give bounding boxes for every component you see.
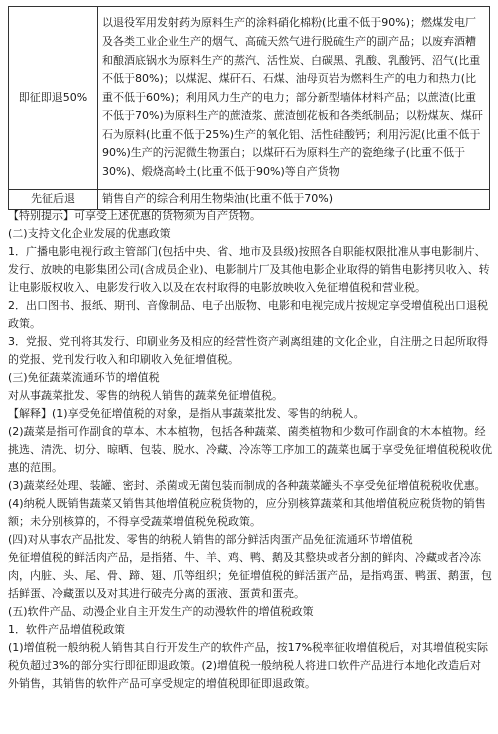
paragraph: 免征增值税的鲜活肉产品，是指猪、牛、羊、鸡、鸭、鹅及其整块或者分割的鲜肉、冷藏或者冷冻肉，内脏、头、尾、骨、蹄、翅、爪等组织；免征增值税的鲜活蛋产品，是指鸡蛋、鸭蛋、鹅蛋，包括鲜蛋、冷藏蛋以及对其进行破壳分离的蛋液、蛋黄和蛋壳。 <box>8 551 492 600</box>
subsection-heading: 1．软件产品增值税政策 <box>8 623 125 636</box>
section-heading: (二)支持文化企业发展的优惠政策 <box>8 227 171 240</box>
section-heading: (四)对从事农产品批发、零售的纳税人销售的部分鲜活肉蛋产品免征流通环节增值税 <box>8 533 413 546</box>
explanation: 【解释】(1)享受免征增值税的对象，是指从事蔬菜批发、零售的纳税人。 <box>8 407 365 420</box>
policy-type-cell: 先征后退 <box>9 190 98 210</box>
section-heading: (三)免征蔬菜流通环节的增值税 <box>8 371 160 384</box>
paragraph: 2．出口图书、报纸、期刊、音像制品、电子出版物、电影和电视完成片按规定享受增值税出口退税政策。 <box>8 299 488 330</box>
paragraph: (3)蔬菜经处理、装罐、密封、杀菌或无菌包装而制成的各种蔬菜罐头不享受免征增值税税收优惠。 <box>8 479 486 492</box>
table-row <box>9 7 490 190</box>
paragraph: (1)增值税一般纳税人销售其自行开发生产的软件产品，按17%税率征收增值税后，对其增值税实际税负超过3%的部分实行即征即退政策。(2)增值税一般纳税人将进口软件产品进行本地化改造后对外销售，其销售的软件产品可享受规定的增值税即征即退政策。 <box>8 641 489 690</box>
paragraph: 3．党报、党刊将其发行、印刷业务及相应的经营性资产剥离组建的文化企业，自注册之日起所取得的党报、党刊发行收入和印刷收入免征增值税。 <box>8 335 488 366</box>
section-heading: (五)软件产品、动漫企业自主开发生产的动漫软件的增值税政策 <box>8 605 314 618</box>
special-note: 【特别提示】可享受上述优惠的货物须为自产货物。 <box>8 209 261 222</box>
paragraph: (2)蔬菜是指可作副食的草本、木本植物，包括各种蔬菜、菌类植物和少数可作副食的木本植物。经挑选、清洗、切分、晾晒、包装、脱水、冷藏、冷冻等工序加工的蔬菜也属于享受免征增值税税收优惠的范围。 <box>8 425 492 474</box>
policy-content-cell: 以退役军用发射药为原料生产的涂料硝化棉粉(比重不低于90%)；燃煤发电厂及各类工业企业生产的烟气、高硫天然气进行脱硫生产的副产品；以废弃酒糟和酿酒底锅水为原料生产的蒸汽、活性炭、白碳黑、乳酸、乳酸钙、沼气(比重不低于80%)；以煤泥、煤矸石、石煤、油母页岩为燃料生产的电力和热力(比重不低于60%)；利用风力生产的电力；部分新型墙体材料产品；以蔗渣(比重不低于70%)为原料生产的蔗渣浆、蔗渣刨花板和各类纸制品；以粉煤灰、煤矸石为原料(比重不低于25%)生产的氧化铝、活性硅酸钙；利用污泥(比重不低于90%)生产的污泥微生物蛋白；以煤矸石为原料生产的瓷绝缘子(比重不低于30%)、煅烧高岭土(比重不低于90%)等自产货物 <box>98 7 490 190</box>
paragraph: (4)纳税人既销售蔬菜又销售其他增值税应税货物的，应分别核算蔬菜和其他增值税应税货物的销售额；未分别核算的，不得享受蔬菜增值税免税政策。 <box>8 497 486 528</box>
body-text <box>8 207 492 693</box>
policy-type-cell: 即征即退50% <box>9 7 98 190</box>
paragraph: 1．广播电影电视行政主管部门(包括中央、省、地市及县级)按照各自职能权限批准从事电影制片、发行、放映的电影集团公司(含成员企业)、电影制片厂及其他电影企业取得的销售电影拷贝收入、转让电影版权收入、电影发行收入以及在农村取得的电影放映收入免征增值税和营业税。 <box>8 245 490 294</box>
policy-content-cell: 销售自产的综合利用生物柴油(比重不低于70%) <box>98 190 490 210</box>
paragraph: 对从事蔬菜批发、零售的纳税人销售的蔬菜免征增值税。 <box>8 389 283 402</box>
tax-refund-table <box>8 6 490 210</box>
